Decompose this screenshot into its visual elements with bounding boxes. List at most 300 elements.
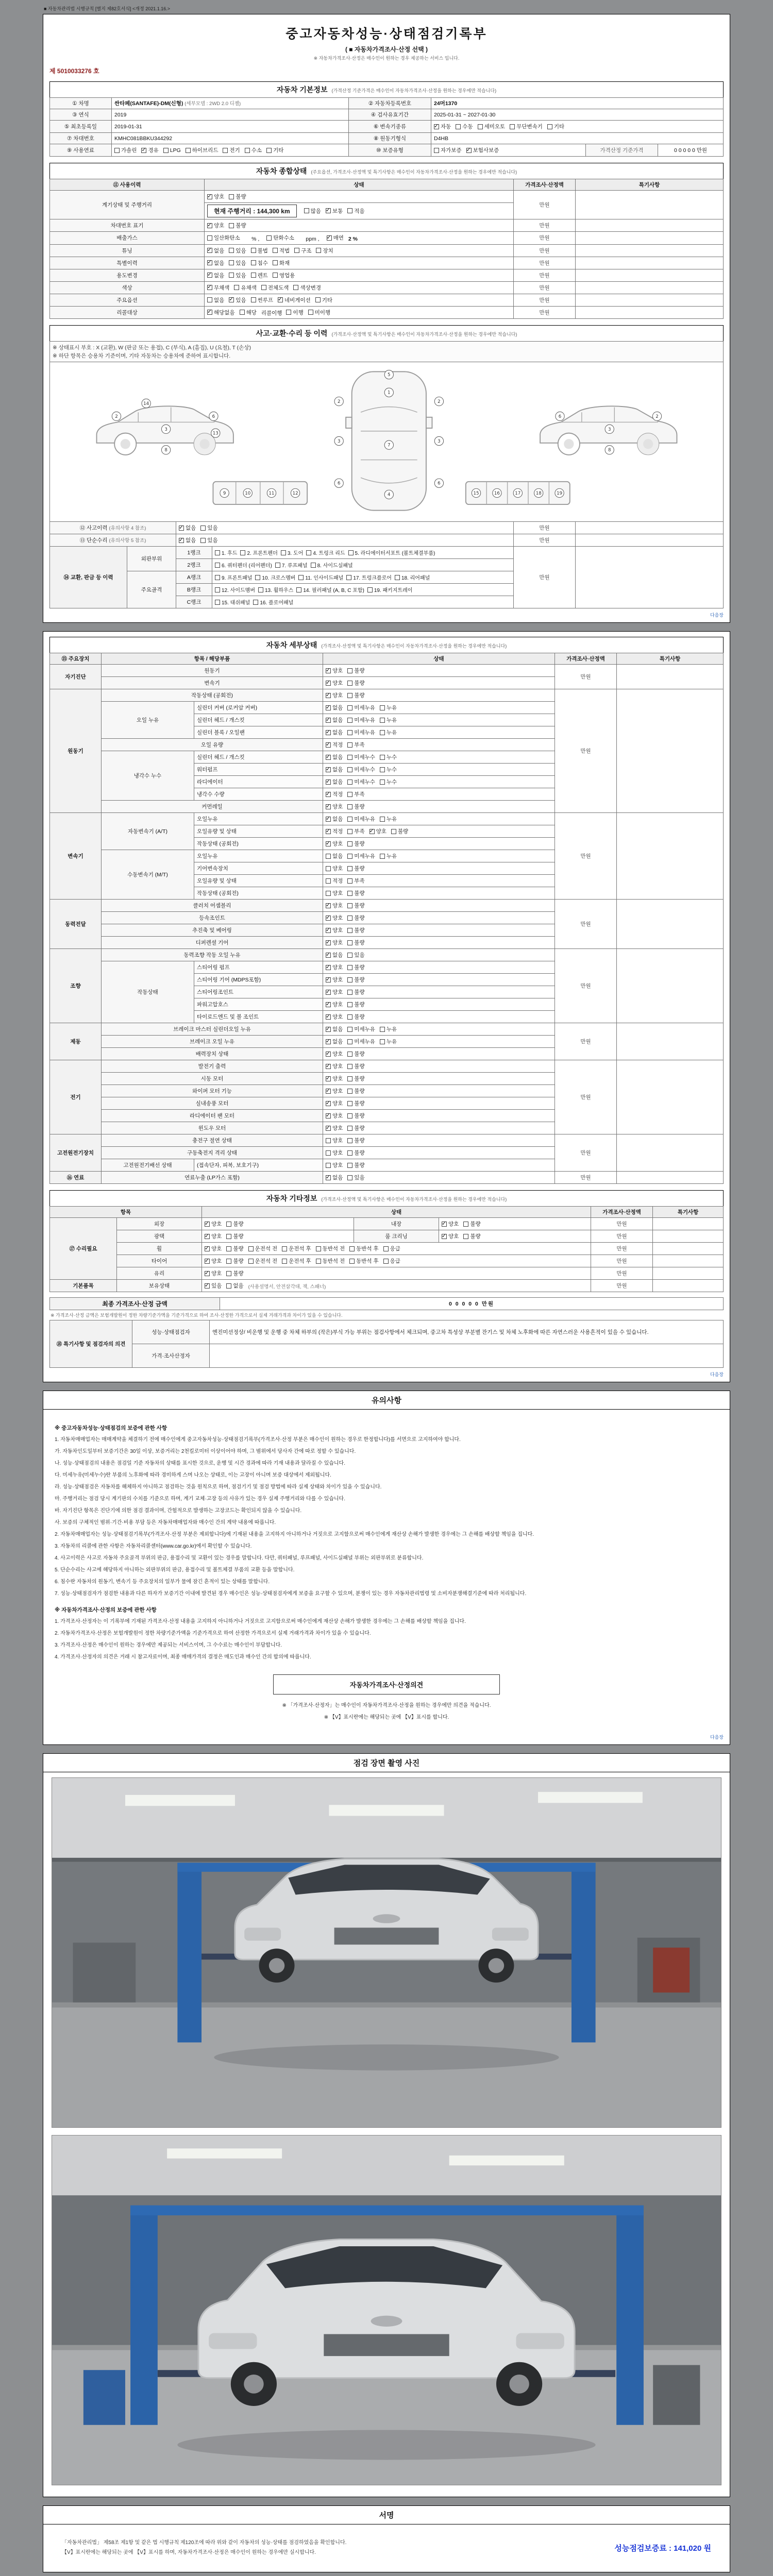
checkbox-unchecked[interactable]: 응급 <box>383 1245 400 1252</box>
checkbox-box <box>395 575 400 580</box>
checkbox-unchecked[interactable]: 미세누수 <box>347 753 375 761</box>
checkbox-unchecked[interactable]: 수소 <box>245 146 262 154</box>
g-el <box>334 397 343 405</box>
checkbox-checked[interactable]: ✓ 양호 <box>205 1257 222 1265</box>
checkbox-checked[interactable]: ✓ 양호 <box>442 1232 459 1240</box>
checkbox-checked[interactable]: ✓ 양호 <box>326 914 343 922</box>
checkbox-unchecked[interactable]: 부족 <box>347 790 364 798</box>
checkbox-unchecked[interactable]: 1. 후드 <box>215 549 237 556</box>
checkbox-unchecked[interactable]: 불량 <box>347 1161 364 1169</box>
checkbox-unchecked[interactable]: 불량 <box>229 222 246 229</box>
checkbox-checked[interactable]: ✓ 매연 <box>327 234 344 242</box>
td-el <box>323 900 555 912</box>
checkbox-unchecked[interactable]: 16. 플로어패널 <box>253 598 293 606</box>
checkbox-checked[interactable]: ✓ 없음 <box>207 259 224 267</box>
ellipse-el <box>373 1914 400 1923</box>
checkbox-checked[interactable]: ✓ 있음 <box>205 1282 222 1290</box>
checkbox-unchecked[interactable]: 4. 트렁크 리드 <box>306 549 345 556</box>
checkbox-unchecked[interactable]: 탄화수소 <box>266 234 294 242</box>
checkbox-checked[interactable]: ✓ 없음 <box>326 1025 343 1033</box>
checkbox-unchecked[interactable]: 있음 <box>200 524 217 532</box>
checkbox-unchecked[interactable]: 있음 <box>229 247 246 255</box>
checkbox-checked[interactable]: ✓ 없음 <box>326 716 343 724</box>
checkbox-checked[interactable]: ✓ 양호 <box>207 193 224 200</box>
checkbox-unchecked[interactable]: 미세누유 <box>347 1025 375 1033</box>
checkbox-checked[interactable]: ✓ 보통 <box>326 207 343 215</box>
checkbox-unchecked[interactable]: 14. 필러패널 (A, B, C 포함) <box>296 586 364 594</box>
checkbox-unchecked[interactable]: 불량 <box>226 1269 243 1277</box>
checkbox-box <box>380 854 385 859</box>
td-el <box>323 850 555 862</box>
checkbox-unchecked[interactable]: 양호 <box>326 1161 343 1169</box>
checkbox-unchecked[interactable]: 7. 루프패널 <box>275 561 308 569</box>
checkbox-unchecked[interactable]: 불량 <box>347 679 364 687</box>
checkbox-checked[interactable]: ✓ 양호 <box>205 1220 222 1228</box>
td-el <box>323 937 555 949</box>
checkbox-checked[interactable]: ✓ 양호 <box>326 1013 343 1021</box>
checkbox-unchecked[interactable]: 15. 대쉬패널 <box>215 598 250 606</box>
checkbox-unchecked[interactable]: 동반석 전 <box>316 1257 345 1265</box>
checkbox-unchecked[interactable]: 양호 <box>326 889 343 897</box>
checkbox-checked[interactable]: ✓ 없음 <box>179 524 196 532</box>
section-basic-info-header <box>49 81 724 97</box>
td-el: 구동축전지 격리 상태 <box>102 1147 323 1159</box>
notice-line: 6. 침수란 자동차의 원동기, 변속기 등 주요장치의 일부가 물에 잠긴 흔적이 있는 상태를 말합니다. <box>55 1579 270 1585</box>
checkbox-unchecked[interactable]: 누수 <box>380 766 397 773</box>
fee-label: 성능점검보증료 : <box>614 2544 671 2553</box>
g-el <box>384 490 393 499</box>
checkbox-checked[interactable]: ✓ 양호 <box>326 1075 343 1082</box>
checkbox-unchecked[interactable]: 불법 <box>251 247 268 255</box>
checkbox-box <box>347 1039 352 1044</box>
checkbox-checked[interactable]: ✓ 양호 <box>326 1112 343 1120</box>
checkbox-checked[interactable]: ✓ 적정 <box>326 827 343 835</box>
checkbox-unchecked[interactable]: 기타 <box>266 146 283 154</box>
checkbox-unchecked[interactable]: 구조 <box>294 247 311 255</box>
checkbox-unchecked[interactable]: 운전석 전 <box>248 1257 278 1265</box>
photo-1-scene <box>52 1778 721 2127</box>
checkbox-checked[interactable]: ✓ 양호 <box>326 963 343 971</box>
td-el: 휠 <box>117 1243 202 1255</box>
checkbox-unchecked[interactable]: 18. 리어패널 <box>395 573 430 581</box>
td-el: 워터펌프 <box>194 764 323 776</box>
checkbox-box <box>207 260 212 265</box>
checkbox-unchecked[interactable]: 불량 <box>347 902 364 909</box>
checkbox-unchecked[interactable]: 불량 <box>463 1232 480 1240</box>
td-el: 만원 <box>514 306 576 319</box>
tr-el <box>50 109 724 121</box>
th-el: ⑮ 주요장치 <box>50 653 102 665</box>
checkbox-box <box>347 1126 352 1131</box>
checkbox-unchecked[interactable]: 없음 <box>326 852 343 860</box>
checkbox-checked[interactable]: ✓ 없음 <box>326 704 343 711</box>
checkbox-unchecked[interactable]: 불량 <box>347 926 364 934</box>
notice-line: 1. 자동차매매업자는 매매계약을 체결하기 전에 매수인에게 중고자동차성능·상태점검기록부(가격조사·산정 부분은 매수인이 원하는 경우로 한정합니다)를 서면으로 고지하여야 합니다. <box>55 1437 461 1443</box>
checkbox-checked[interactable]: ✓ 양호 <box>326 691 343 699</box>
checkbox-unchecked[interactable]: 부족 <box>347 827 364 835</box>
td-el: 만원 <box>555 1023 617 1060</box>
checkbox-checked[interactable]: ✓ 적정 <box>326 790 343 798</box>
checkbox-unchecked[interactable]: 응급 <box>383 1257 400 1265</box>
mileage-value: 144,300 km <box>257 208 290 215</box>
checkbox-unchecked[interactable]: 미세누유 <box>347 704 375 711</box>
checkbox-unchecked[interactable]: 있음 <box>347 1174 364 1181</box>
checkbox-checked[interactable]: ✓ 없음 <box>326 766 343 773</box>
checkbox-unchecked[interactable]: 누유 <box>380 728 397 736</box>
checkbox-unchecked[interactable]: 불량 <box>347 1112 364 1120</box>
checkbox-unchecked[interactable]: 기타 <box>315 296 332 304</box>
overall-title: 자동차 종합상태 <box>256 167 307 175</box>
checkbox-box <box>273 248 278 253</box>
checkbox-unchecked[interactable]: 불량 <box>347 1075 364 1082</box>
section-etc-header <box>49 1190 724 1206</box>
checkbox-unchecked[interactable]: 12. 사이드멤버 <box>215 586 255 594</box>
checkbox-box <box>463 1222 468 1227</box>
checkbox-checked[interactable]: ✓ 양호 <box>326 976 343 984</box>
checkbox-checked[interactable]: ✓ 양호 <box>326 840 343 848</box>
checkbox-checked[interactable]: ✓ 해당없음 <box>207 309 235 316</box>
checkbox-unchecked[interactable]: 불량 <box>347 865 364 872</box>
checkbox-checked[interactable]: ✓ 양호 <box>205 1232 222 1240</box>
checkbox-unchecked[interactable]: 불량 <box>347 1124 364 1132</box>
checkbox-unchecked[interactable]: 불량 <box>229 193 246 200</box>
next-page-link[interactable]: 다음장 <box>710 1735 724 1740</box>
rect-el <box>125 1795 235 1806</box>
checkbox-unchecked[interactable]: 불량 <box>347 988 364 996</box>
checkbox-unchecked[interactable]: 있음 <box>200 536 217 544</box>
checkbox-unchecked[interactable]: 운전석 후 <box>282 1257 311 1265</box>
checkbox-unchecked[interactable]: 불량 <box>347 1137 364 1144</box>
checkbox-unchecked[interactable]: 불량 <box>347 691 364 699</box>
checkbox-unchecked[interactable]: 불량 <box>347 840 364 848</box>
tr-el <box>50 1280 724 1292</box>
checkbox-checked[interactable]: ✓ 양호 <box>326 902 343 909</box>
checkbox-unchecked[interactable]: 양호 <box>326 1149 343 1157</box>
checkbox-box <box>326 705 331 710</box>
td-el <box>439 1230 591 1243</box>
th-el: 상태 <box>205 179 514 191</box>
transmission-options <box>431 121 724 133</box>
td-el: 실린더 헤드 / 개스킷 <box>194 751 323 764</box>
checkbox-unchecked[interactable]: 누유 <box>380 1038 397 1045</box>
next-page-link[interactable]: 다음장 <box>710 613 724 618</box>
span-el: 리콜이행 <box>261 310 282 316</box>
checkbox-checked[interactable]: ✓ 없음 <box>207 272 224 279</box>
checkbox-unchecked[interactable]: 불량 <box>347 976 364 984</box>
checkbox-box <box>114 148 120 153</box>
checkbox-unchecked[interactable]: 9. 프론트패널 <box>215 573 252 581</box>
checkbox-unchecked[interactable]: 누수 <box>380 753 397 761</box>
g-el <box>334 370 444 511</box>
td-el: 만원 <box>514 232 576 245</box>
checkbox-checked[interactable]: ✓ 양호 <box>326 926 343 934</box>
checkbox-unchecked[interactable]: 불량 <box>226 1257 243 1265</box>
checkbox-unchecked[interactable]: 미세누유 <box>347 716 375 724</box>
td-el: 주요옵션 <box>50 294 205 306</box>
checkbox-unchecked[interactable]: 미세누유 <box>347 815 375 823</box>
checkbox-unchecked[interactable]: 불량 <box>347 1087 364 1095</box>
checkbox-box <box>215 575 220 580</box>
checkbox-checked[interactable]: ✓ 양호 <box>326 679 343 687</box>
checkbox-unchecked[interactable]: 세미오토 <box>478 123 506 130</box>
rect-el <box>177 1863 201 2043</box>
checkbox-unchecked[interactable]: 영업용 <box>273 272 295 279</box>
text-el: 3 <box>337 438 341 444</box>
td-el <box>202 1243 591 1255</box>
checkbox-checked[interactable]: ✓ 보험사보증 <box>466 146 499 154</box>
checkbox-unchecked[interactable]: 적법 <box>273 247 290 255</box>
text-el: 15 <box>473 490 479 496</box>
checkbox-box <box>240 550 245 555</box>
checkbox-box <box>326 829 331 834</box>
checkbox-unchecked[interactable]: 동반석 후 <box>349 1257 379 1265</box>
checkbox-checked[interactable]: ✓ 양호 <box>326 1001 343 1008</box>
rect-el <box>653 2365 700 2425</box>
checkbox-checked[interactable]: ✓ 양호 <box>205 1245 222 1252</box>
checkbox-checked[interactable]: ✓ 양호 <box>326 1062 343 1070</box>
checkbox-unchecked[interactable]: 불량 <box>347 1001 364 1008</box>
checkbox-unchecked[interactable]: 있음 <box>229 272 246 279</box>
checkbox-unchecked[interactable]: 불량 <box>347 1149 364 1157</box>
checkbox-unchecked[interactable]: 기타 <box>547 123 564 130</box>
checkbox-unchecked[interactable]: 불량 <box>347 963 364 971</box>
checkbox-box <box>380 705 385 710</box>
checkbox-unchecked[interactable]: 6. 쿼터펜더 (리어펜더) <box>215 561 272 569</box>
checkbox-unchecked[interactable]: LPG <box>163 147 181 154</box>
td-el: 자동변속기 (A/T) <box>102 813 194 850</box>
checkbox-unchecked[interactable]: 미세누유 <box>347 852 375 860</box>
checkbox-checked[interactable]: ✓ 양호 <box>326 939 343 946</box>
checkbox-unchecked[interactable]: 적음 <box>347 207 364 215</box>
checkbox-unchecked[interactable]: 이행 <box>286 309 303 316</box>
checkbox-unchecked[interactable]: 없음 <box>226 1282 243 1290</box>
checkbox-unchecked[interactable]: 13. 휠하우스 <box>258 586 293 594</box>
checkbox-checked[interactable]: ✓ 양호 <box>442 1220 459 1228</box>
checkbox-box <box>380 1039 385 1044</box>
g-el <box>652 412 661 420</box>
checkbox-checked[interactable]: ✓ 양호 <box>207 222 224 229</box>
checkbox-unchecked[interactable]: 누유 <box>380 852 397 860</box>
checkbox-unchecked[interactable]: 무단변속기 <box>510 123 543 130</box>
checkbox-unchecked[interactable]: 썬루프 <box>251 296 273 304</box>
td-el: 냉각수 누수 <box>102 751 194 801</box>
checkbox-checked[interactable]: ✓ 양호 <box>326 988 343 996</box>
checkbox-checked[interactable]: ✓ 없음 <box>326 728 343 736</box>
checkbox-checked[interactable]: ✓ 없음 <box>326 815 343 823</box>
checkbox-checked[interactable]: ✓ 적정 <box>326 741 343 749</box>
checkbox-unchecked[interactable]: 색상변경 <box>293 284 321 292</box>
checkbox-unchecked[interactable]: 불량 <box>226 1220 243 1228</box>
checkbox-box <box>380 817 385 822</box>
checkbox-box <box>434 124 439 129</box>
td-el: 발전기 출력 <box>102 1060 323 1073</box>
checkbox-checked[interactable]: ✓ 없음 <box>326 1174 343 1181</box>
checkbox-unchecked[interactable]: 누유 <box>380 815 397 823</box>
checkbox-unchecked[interactable]: 미세누유 <box>347 728 375 736</box>
checkbox-unchecked[interactable]: 운전석 전 <box>248 1245 278 1252</box>
td-el <box>212 596 514 608</box>
td-el: 전기 <box>50 1060 102 1134</box>
checkbox-unchecked[interactable]: 누유 <box>380 704 397 711</box>
td-el <box>323 1097 555 1110</box>
checkbox-unchecked[interactable]: 있음 <box>347 951 364 959</box>
td-el <box>323 714 555 726</box>
td-el: 실린더 헤드 / 개스킷 <box>194 714 323 726</box>
checkbox-unchecked[interactable]: 불량 <box>226 1232 243 1240</box>
td-el: 스티어링조인트 <box>194 986 323 998</box>
checkbox-unchecked[interactable]: 일산화탄소 <box>207 234 240 242</box>
tr-el <box>50 191 724 203</box>
checkbox-box <box>248 1246 254 1251</box>
checkbox-checked[interactable]: ✓ 없음 <box>207 247 224 255</box>
checkbox-checked[interactable]: ✓ 양호 <box>205 1269 222 1277</box>
checkbox-unchecked[interactable]: 화재 <box>273 259 290 267</box>
checkbox-unchecked[interactable]: 미세누수 <box>347 778 375 786</box>
inspection-validity-label: ④ 검사유효기간 <box>349 109 431 121</box>
text-el: 8 <box>608 448 611 453</box>
checkbox-box <box>281 550 286 555</box>
checkbox-unchecked[interactable]: 불량 <box>347 1062 364 1070</box>
checkbox-unchecked[interactable]: 미세누수 <box>347 766 375 773</box>
checkbox-unchecked[interactable]: 적정 <box>326 877 343 885</box>
checkbox-unchecked[interactable]: 불량 <box>347 1013 364 1021</box>
detail-block <box>43 631 730 1382</box>
checkbox-checked[interactable]: ✓ 경유 <box>141 146 158 154</box>
section-detail-header <box>49 637 724 653</box>
checkbox-box <box>347 866 352 871</box>
td-el <box>323 1110 555 1122</box>
checkbox-unchecked[interactable]: 장치 <box>316 247 333 255</box>
td-el <box>323 776 555 788</box>
checkbox-unchecked[interactable]: 3. 도어 <box>281 549 303 556</box>
checkbox-checked[interactable]: ✓ 없음 <box>326 778 343 786</box>
checkbox-unchecked[interactable]: 19. 패키지트레이 <box>367 586 413 594</box>
checkbox-unchecked[interactable]: 미이행 <box>308 309 330 316</box>
checkbox-checked[interactable]: ✓ 없음 <box>179 536 196 544</box>
checkbox-unchecked[interactable]: 불량 <box>347 667 364 674</box>
checkbox-unchecked[interactable]: 11. 인사이드패널 <box>298 573 343 581</box>
checkbox-unchecked[interactable]: 유채색 <box>234 284 256 292</box>
td-el <box>617 1023 724 1060</box>
td-el <box>576 219 724 232</box>
checkbox-unchecked[interactable]: 동반석 전 <box>316 1245 345 1252</box>
tr-el <box>50 1344 724 1368</box>
checkbox-checked[interactable]: ✓ 양호 <box>326 667 343 674</box>
td-el <box>323 998 555 1011</box>
rect-el <box>538 1792 643 1803</box>
checkbox-unchecked[interactable]: 누유 <box>380 716 397 724</box>
next-page-link[interactable]: 다음장 <box>710 1372 724 1377</box>
rect-el <box>209 2333 257 2349</box>
checkbox-checked[interactable]: ✓ 양호 <box>326 803 343 810</box>
checkbox-unchecked[interactable]: 8. 사이드실패널 <box>311 561 353 569</box>
checkbox-unchecked[interactable]: 전기 <box>223 146 240 154</box>
g-el <box>161 446 170 454</box>
checkbox-unchecked[interactable]: 불량 <box>347 889 364 897</box>
checkbox-checked[interactable]: ✓ 없음 <box>326 1038 343 1045</box>
checkbox-checked[interactable]: ✓ 양호 <box>326 1050 343 1058</box>
checkbox-unchecked[interactable]: 불량 <box>391 827 408 835</box>
checkbox-checked[interactable]: ✓ 있음 <box>229 296 246 304</box>
checkbox-unchecked[interactable]: 해당 <box>240 309 257 316</box>
checkbox-box <box>226 1222 231 1227</box>
checkbox-checked[interactable]: ✓ 양호 <box>326 1087 343 1095</box>
checkbox-unchecked[interactable]: 없음 <box>207 296 224 304</box>
checkbox-unchecked[interactable]: 5. 라디에이터서포트 (볼트체결부품) <box>348 549 435 556</box>
checkbox-checked[interactable]: ✓ 양호 <box>369 827 386 835</box>
checkbox-unchecked[interactable]: 불량 <box>347 914 364 922</box>
checkbox-unchecked[interactable]: 렌트 <box>251 272 268 279</box>
checkbox-unchecked[interactable]: 가솔린 <box>114 146 137 154</box>
td-el <box>212 571 514 584</box>
checkbox-checked[interactable]: ✓ 자동 <box>434 123 451 130</box>
td-el <box>323 1122 555 1134</box>
checkbox-unchecked[interactable]: 10. 크로스멤버 <box>255 573 295 581</box>
rect-el <box>130 2206 158 2425</box>
td-el <box>653 1218 724 1230</box>
checkbox-unchecked[interactable]: 누수 <box>380 778 397 786</box>
td-el <box>617 1134 724 1172</box>
td-el: 원동기 <box>102 665 323 677</box>
td-el <box>202 1280 591 1292</box>
g-el <box>493 488 501 497</box>
checkbox-box <box>255 575 260 580</box>
checkbox-checked[interactable]: ✓ 양호 <box>326 1124 343 1132</box>
checkbox-unchecked[interactable]: 불량 <box>347 803 364 810</box>
checkbox-checked[interactable]: ✓ 무채색 <box>207 284 229 292</box>
checkbox-unchecked[interactable]: 동반석 후 <box>349 1245 379 1252</box>
checkbox-unchecked[interactable]: 많음 <box>304 207 321 215</box>
checkbox-checked[interactable]: ✓ 양호 <box>326 1099 343 1107</box>
checkbox-checked[interactable]: ✓ 네비게이션 <box>278 296 311 304</box>
checkbox-checked[interactable]: ✓ 없음 <box>326 753 343 761</box>
checkbox-unchecked[interactable]: 2. 프론트펜더 <box>240 549 277 556</box>
td-el: 외장 <box>117 1218 202 1230</box>
g-el <box>605 446 614 454</box>
td-el <box>617 689 724 813</box>
checkbox-unchecked[interactable]: 있음 <box>229 259 246 267</box>
checkbox-unchecked[interactable]: 자가보증 <box>434 146 462 154</box>
checkbox-unchecked[interactable]: 양호 <box>326 865 343 872</box>
span-el <box>248 1247 405 1253</box>
checkbox-unchecked[interactable]: 운전석 후 <box>282 1245 311 1252</box>
td-el: 만원 <box>591 1243 653 1255</box>
checkbox-unchecked[interactable]: 누유 <box>380 1025 397 1033</box>
checkbox-unchecked[interactable]: 전체도색 <box>261 284 289 292</box>
signature-statement-1: 「자동차관리법」 제58조 제1항 및 같은 법 시행규칙 제120조에 따라 위와 같이 자동차의 성능·상태를 점검하였음을 확인합니다. <box>62 2540 347 2546</box>
checkbox-checked[interactable]: ✓ 없음 <box>326 951 343 959</box>
checkbox-unchecked[interactable]: 부족 <box>347 741 364 749</box>
checkbox-unchecked[interactable]: 하이브리드 <box>186 146 219 154</box>
checkbox-unchecked[interactable]: 양호 <box>326 1137 343 1144</box>
checkbox-unchecked[interactable]: 불량 <box>347 1099 364 1107</box>
checkbox-unchecked[interactable]: 불량 <box>347 1050 364 1058</box>
checkbox-box <box>326 854 331 859</box>
checkbox-unchecked[interactable]: 불량 <box>347 939 364 946</box>
checkbox-unchecked[interactable]: 침수 <box>251 259 268 267</box>
checkbox-unchecked[interactable]: 수동 <box>456 123 473 130</box>
checkbox-unchecked[interactable]: 불량 <box>226 1245 243 1252</box>
td-el <box>323 974 555 986</box>
checkbox-unchecked[interactable]: 17. 트렁크플로어 <box>346 573 392 581</box>
checkbox-unchecked[interactable]: 부족 <box>347 877 364 885</box>
checkbox-box <box>141 148 146 153</box>
rect-el <box>329 1805 444 1816</box>
td-el: 만원 <box>514 547 576 608</box>
checkbox-unchecked[interactable]: 미세누유 <box>347 1038 375 1045</box>
checkbox-box <box>205 1271 210 1276</box>
checkbox-unchecked[interactable]: 불량 <box>463 1220 480 1228</box>
